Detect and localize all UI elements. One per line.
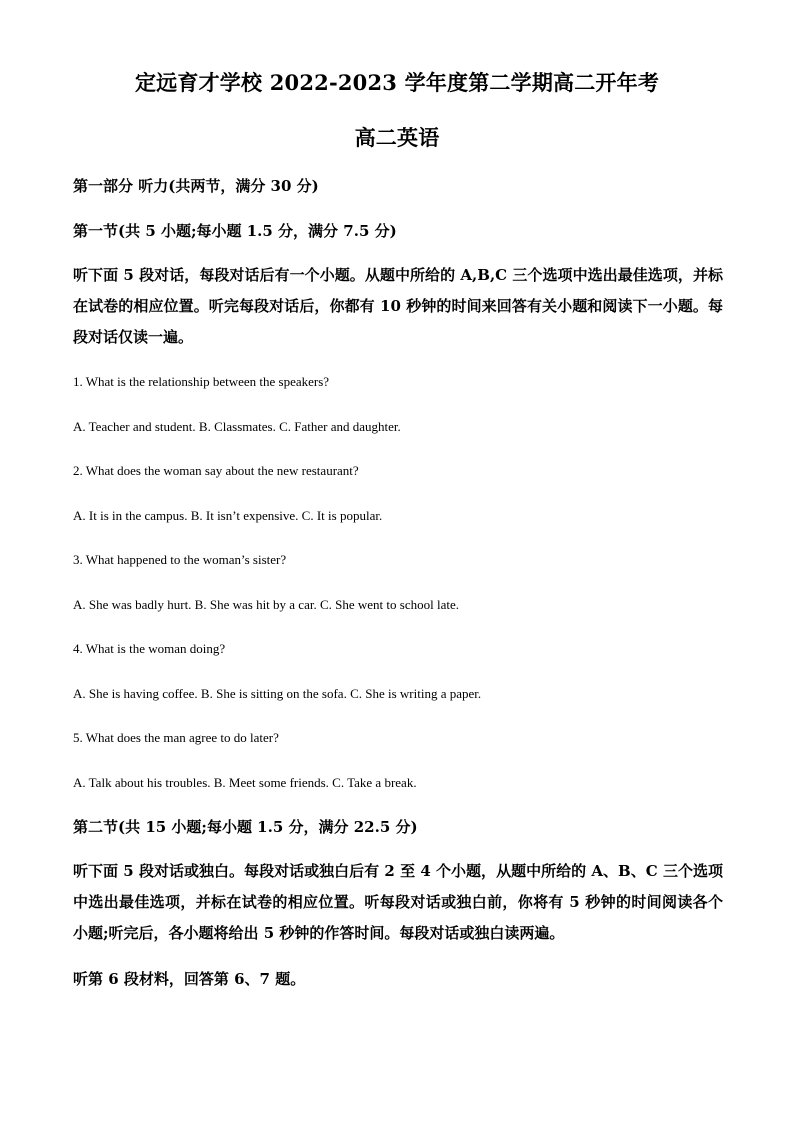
question-4-options: A. She is having coffee. B. She is sitting on the sofa. C. She is writing a paper. [73, 686, 482, 701]
section1-heading: 第一节(共 5 小题;每小题 1.5 分，满分 7.5 分) [73, 222, 397, 240]
exam-title: 定远育才学校 2022-2023 学年度第二学期高二开年考 [134, 70, 660, 95]
question-1: 1. What is the relationship between the speakers? [73, 374, 330, 389]
section2-instruction: 听下面 5 段对话或独白。每段对话或独白后有 2 至 4 个小题，从题中所给的 A、B、C 三个选项中选出最佳选项，并标在试卷的相应位置。听每段对话或独白前，你将有 5 秒钟的时间阅读各个小题;听完后，各小题将给出 5 秒钟的作答时间。每段对话或独白读两遍。 [73, 862, 723, 942]
question-4: 4. What is the woman doing? [73, 641, 226, 656]
question-3-options: A. She was badly hurt. B. She was hit by a car. C. She went to school late. [73, 597, 459, 612]
question-2: 2. What does the woman say about the new restaurant? [73, 463, 359, 478]
question-5-options: A. Talk about his troubles. B. Meet some friends. C. Take a break. [73, 775, 417, 790]
subject-title: 高二英语 [354, 125, 440, 150]
question-5: 5. What does the man agree to do later? [73, 730, 279, 745]
material-prompt: 听第 6 段材料，回答第 6、7 题。 [73, 970, 306, 988]
section2-heading: 第二节(共 15 小题;每小题 1.5 分，满分 22.5 分) [73, 818, 418, 836]
section1-instruction: 听下面 5 段对话，每段对话后有一个小题。从题中所给的 A,B,C 三个选项中选出最佳选项，并标在试卷的相应位置。听完每段对话后，你都有 10 秒钟的时间来回答有关小题和阅读下一小题。每段对话仅读一遍。 [73, 266, 723, 346]
question-3: 3. What happened to the woman’s sister? [73, 552, 287, 567]
question-2-options: A. It is in the campus. B. It isn’t expensive. C. It is popular. [73, 508, 383, 523]
part1-heading: 第一部分 听力(共两节，满分 30 分) [73, 177, 319, 195]
question-1-options: A. Teacher and student. B. Classmates. C. Father and daughter. [73, 419, 401, 434]
